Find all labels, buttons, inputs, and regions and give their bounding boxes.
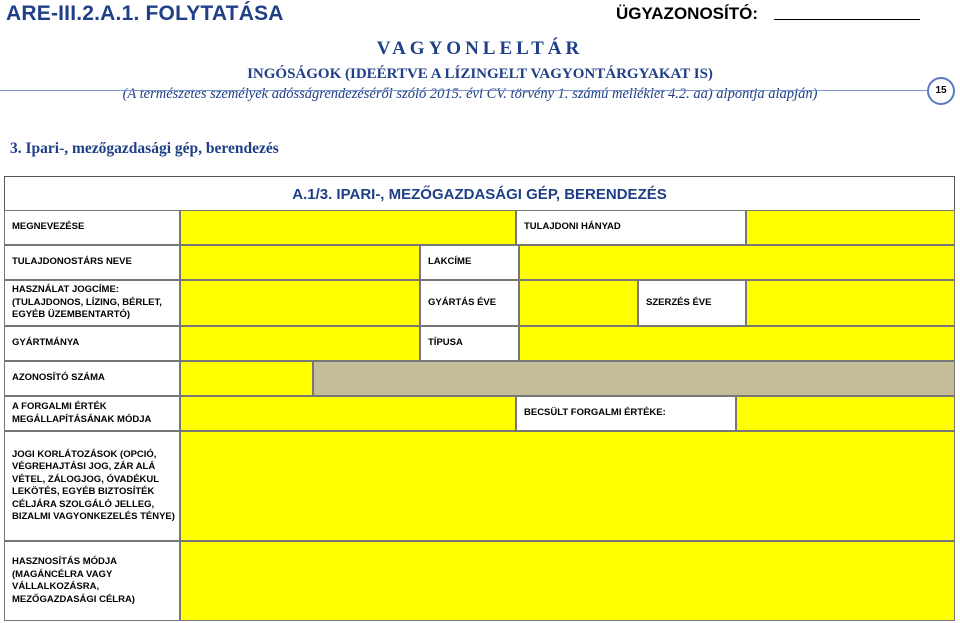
section-title: 3. Ipari-, mezőgazdasági gép, berendezés [10, 140, 279, 157]
label-szerzes-eve: SZERZÉS ÉVE [638, 280, 746, 326]
field-megnevezese[interactable] [180, 210, 516, 245]
label-megnevezese: MEGNEVEZÉSE [4, 210, 180, 245]
field-lakcime[interactable] [519, 245, 955, 280]
field-hasznalat-jogcime[interactable] [180, 280, 420, 326]
field-tulajdonostars-neve[interactable] [180, 245, 420, 280]
page-title: VAGYONLELTÁR [376, 38, 584, 59]
label-gyartmanya: GYÁRTMÁNYA [4, 326, 180, 361]
label-tulajdoni-hanyad: TULAJDONI HÁNYAD [516, 210, 746, 245]
field-azonosito-szama[interactable] [180, 361, 313, 396]
field-jogi-korlatozasok[interactable] [180, 431, 955, 541]
label-hasznositas-modja: HASZNOSÍTÁS MÓDJA (MAGÁNCÉLRA VAGY VÁLLALKOZÁSRA, MEZŐGAZDASÁGI CÉLRA) [4, 541, 180, 621]
disabled-cell [313, 361, 955, 396]
field-tipusa[interactable] [519, 326, 955, 361]
label-hasznalat-jogcime: HASZNÁLAT JOGCÍME: (TULAJDONOS, LÍZING, BÉRLET, EGYÉB ÜZEMBENTARTÓ) [4, 280, 180, 326]
case-id-label: ÜGYAZONOSÍTÓ: [616, 4, 758, 23]
label-tipusa: TÍPUSA [420, 326, 519, 361]
field-tulajdoni-hanyad[interactable] [746, 210, 955, 245]
label-jogi-korlatozasok: JOGI KORLÁTOZÁSOK (OPCIÓ, VÉGREHAJTÁSI JOG, ZÁR ALÁ VÉTEL, ZÁLOGJOG, ÓVADÉKUL LEKÖTÉS, EGYÉB BIZTOSÍTÉK CÉLJÁRA SZOLGÁLÓ JELLEG, BIZALMI VAGYONKEZELÉS TÉNYE) [4, 431, 180, 541]
field-becsult-forgalmi-erteke[interactable] [736, 396, 955, 431]
label-becsult-forgalmi-erteke: BECSÜLT FORGALMI ÉRTÉKE: [516, 396, 736, 431]
field-hasznositas-modja[interactable] [180, 541, 955, 621]
field-szerzes-eve[interactable] [746, 280, 955, 326]
form-code: ARE-III.2.A.1. FOLYTATÁSA [6, 2, 284, 25]
case-id-field[interactable] [774, 19, 920, 20]
label-gyartas-eve: GYÁRTÁS ÉVE [420, 280, 519, 326]
field-forgalmi-ertek-modja[interactable] [180, 396, 516, 431]
label-lakcime: LAKCÍME [420, 245, 519, 280]
label-tulajdonostars-neve: TULAJDONOSTÁRS NEVE [4, 245, 180, 280]
legal-reference: (A természetes személyek adósságrendezéséről szóló 2015. évi CV. törvény 1. számú melléklet 4.2. aa) alpontja alapján) [122, 86, 818, 102]
page-number-badge: 15 [927, 77, 955, 105]
header-divider [0, 90, 927, 91]
field-gyartas-eve[interactable] [519, 280, 638, 326]
table-heading: A.1/3. IPARI-, MEZŐGAZDASÁGI GÉP, BERENDEZÉS [292, 186, 667, 203]
label-forgalmi-ertek-modja: A FORGALMI ÉRTÉK MEGÁLLAPÍTÁSÁNAK MÓDJA [4, 396, 180, 431]
label-azonosito-szama: AZONOSÍTÓ SZÁMA [4, 361, 180, 396]
page-subtitle: INGÓSÁGOK (IDEÉRTVE A LÍZINGELT VAGYONTÁRGYAKAT IS) [247, 66, 713, 82]
field-gyartmanya[interactable] [180, 326, 420, 361]
